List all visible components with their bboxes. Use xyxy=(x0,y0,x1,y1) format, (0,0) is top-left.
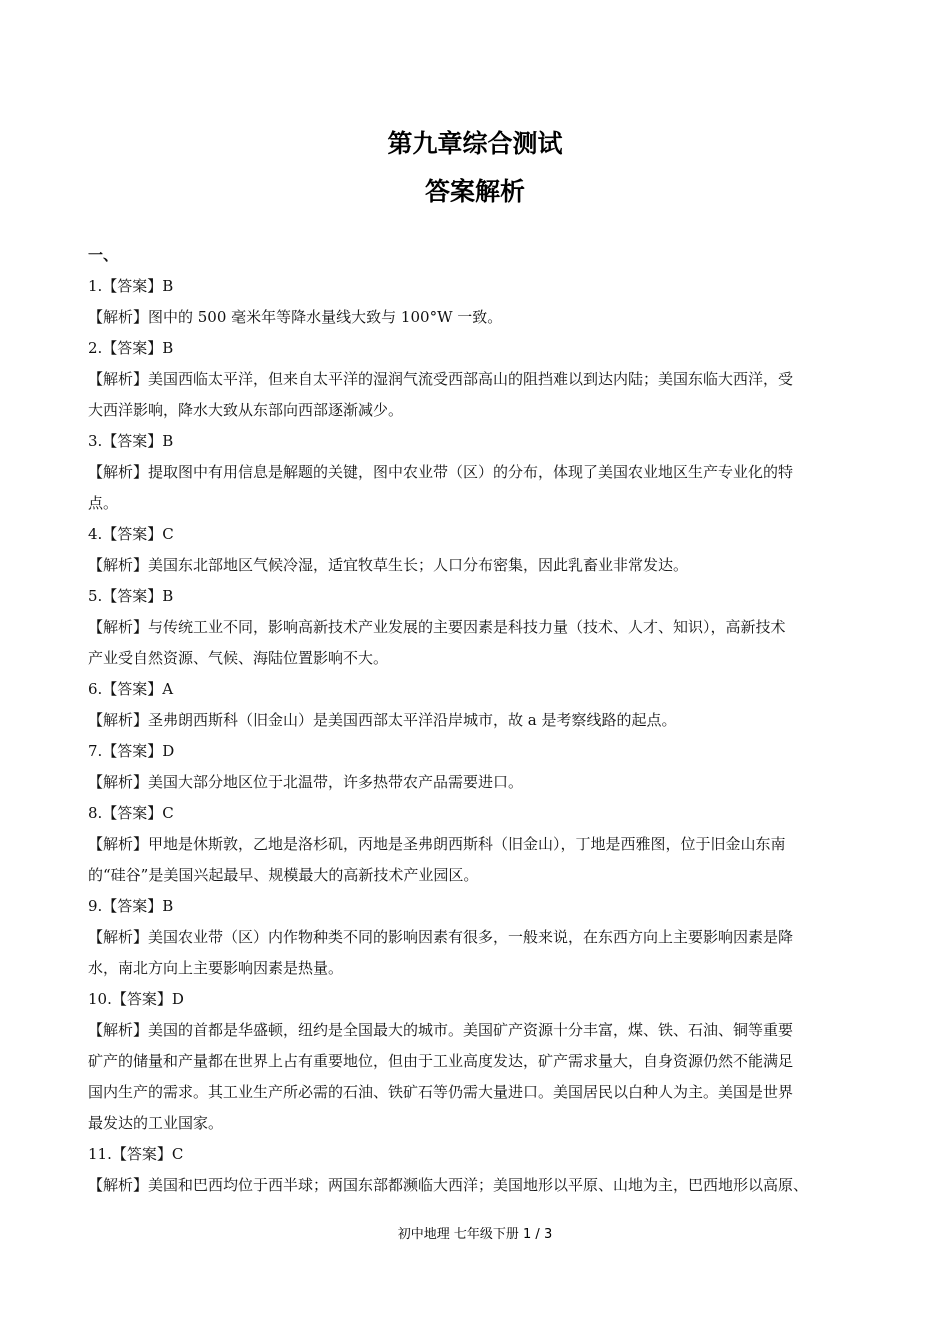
answer-line: 8.【答案】C xyxy=(88,804,174,822)
answer-list xyxy=(88,240,858,1201)
explanation-line: 【解析】甲地是休斯敦，乙地是洛杉矶，丙地是圣弗朗西斯科（旧金山），丁地是西雅图，位于旧金山东南 xyxy=(88,835,786,853)
answer-line: 9.【答案】B xyxy=(88,897,174,915)
explanation-line: 最发达的工业国家。 xyxy=(88,1114,224,1132)
explanation-line: 【解析】美国西临太平洋，但来自太平洋的湿润气流受西部高山的阻挡难以到达内陆；美国东临大西洋，受 xyxy=(88,370,794,388)
answer-line: 10.【答案】D xyxy=(88,990,184,1008)
explanation-line: 【解析】图中的 500 毫米年等降水量线大致与 100°W 一致。 xyxy=(88,308,503,326)
document-title: 第九章综合测试 xyxy=(387,129,563,158)
page-footer: 初中地理 七年级下册 1 / 3 xyxy=(397,1227,553,1242)
explanation-line: 【解析】美国东北部地区气候冷湿，适宜牧草生长；人口分布密集，因此乳畜业非常发达。 xyxy=(88,556,689,574)
section-heading: 一、 xyxy=(88,246,119,264)
answer-line: 1.【答案】B xyxy=(88,277,174,295)
document-subtitle: 答案解析 xyxy=(424,177,525,206)
explanation-line: 矿产的储量和产量都在世界上占有重要地位，但由于工业高度发达，矿产需求量大，自身资源仍然不能满足 xyxy=(88,1052,794,1070)
explanation-line: 【解析】美国和巴西均位于西半球；两国东部都濒临大西洋；美国地形以平原、山地为主，巴西地形以高原、 xyxy=(88,1176,809,1194)
explanation-line: 国内生产的需求。其工业生产所必需的石油、铁矿石等仍需大量进口。美国居民以白种人为主。美国是世界 xyxy=(88,1083,794,1101)
explanation-line: 【解析】美国大部分地区位于北温带，许多热带农产品需要进口。 xyxy=(88,773,524,791)
explanation-line: 的“硅谷”是美国兴起最早、规模最大的高新技术产业园区。 xyxy=(88,866,479,884)
answer-line: 7.【答案】D xyxy=(88,742,175,760)
answer-line: 11.【答案】C xyxy=(88,1145,184,1163)
explanation-line: 产业受自然资源、气候、海陆位置影响不大。 xyxy=(88,649,389,667)
explanation-line: 【解析】圣弗朗西斯科（旧金山）是美国西部太平洋沿岸城市，故 a 是考察线路的起点。 xyxy=(88,711,677,729)
answer-line: 5.【答案】B xyxy=(88,587,174,605)
answer-line: 2.【答案】B xyxy=(88,339,174,357)
explanation-line: 【解析】美国农业带（区）内作物种类不同的影响因素有很多，一般来说，在东西方向上主要影响因素是降 xyxy=(88,928,794,946)
explanation-line: 水，南北方向上主要影响因素是热量。 xyxy=(88,959,344,977)
answer-line: 3.【答案】B xyxy=(88,432,174,450)
explanation-line: 大西洋影响，降水大致从东部向西部逐渐减少。 xyxy=(88,401,404,419)
answer-line: 4.【答案】C xyxy=(88,525,174,543)
answer-line: 6.【答案】A xyxy=(88,680,174,698)
explanation-line: 【解析】与传统工业不同，影响高新技术产业发展的主要因素是科技力量（技术、人才、知识），高新技术 xyxy=(88,618,786,636)
explanation-line: 点。 xyxy=(88,494,119,512)
explanation-line: 【解析】美国的首都是华盛顿，纽约是全国最大的城市。美国矿产资源十分丰富，煤、铁、石油、铜等重要 xyxy=(88,1021,794,1039)
explanation-line: 【解析】提取图中有用信息是解题的关键，图中农业带（区）的分布，体现了美国农业地区生产专业化的特 xyxy=(88,463,794,481)
